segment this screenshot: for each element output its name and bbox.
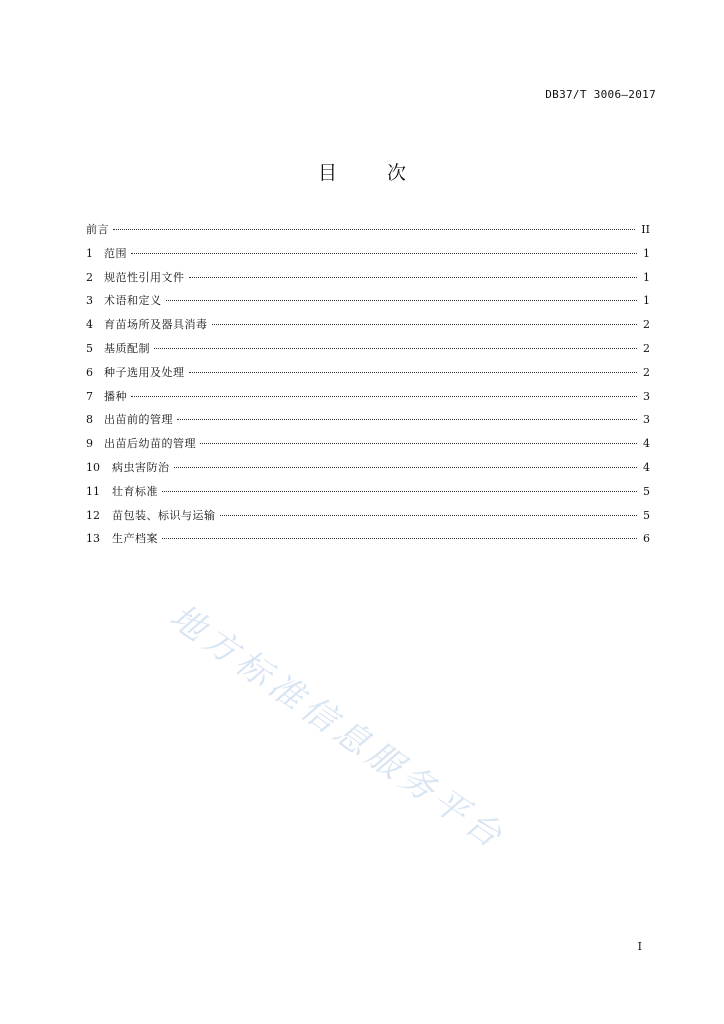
toc-entry[interactable] <box>86 456 650 480</box>
toc-dot-leader <box>113 229 635 230</box>
toc-entry-page: 2 <box>643 365 650 379</box>
toc-entry-number: 12 <box>86 508 100 522</box>
toc-entry-page: 2 <box>643 318 650 332</box>
toc-dot-leader <box>189 277 638 278</box>
toc-entry[interactable] <box>86 432 650 456</box>
toc-dot-leader <box>162 538 637 539</box>
toc-dot-leader <box>212 324 638 325</box>
toc-dot-leader <box>154 348 637 349</box>
toc-entry-page: 5 <box>643 484 650 498</box>
toc-entry[interactable] <box>86 408 650 432</box>
toc-entry-label: 前言 <box>86 223 109 236</box>
toc-dot-leader <box>200 443 637 444</box>
toc-entry-label: 术语和定义 <box>104 294 162 308</box>
toc-dot-leader <box>177 419 637 420</box>
toc-entry[interactable] <box>86 480 650 504</box>
toc-entry-label: 基质配制 <box>104 341 150 355</box>
toc-entry[interactable] <box>86 527 650 551</box>
toc-entry-number: 1 <box>86 246 93 260</box>
standard-code: DB37/T 3006—2017 <box>545 88 656 101</box>
toc-dot-leader <box>162 491 637 492</box>
toc-entry-label: 范围 <box>104 246 127 260</box>
toc-entry-page: II <box>641 223 650 236</box>
toc-entry-label: 播种 <box>104 389 127 403</box>
toc-entry-page: 2 <box>643 341 650 355</box>
toc-dot-leader <box>220 515 638 516</box>
toc-entry-page: 1 <box>643 294 650 308</box>
toc-entry-number: 3 <box>86 294 93 308</box>
toc-entry[interactable] <box>86 385 650 409</box>
toc-entry[interactable] <box>86 313 650 337</box>
page-title: 目 次 <box>317 162 429 184</box>
toc-entry-number: 8 <box>86 413 93 427</box>
toc-entry-number: 4 <box>86 318 93 332</box>
toc-entry[interactable] <box>86 242 650 266</box>
toc-entry-label: 壮育标准 <box>112 484 158 498</box>
toc-entry[interactable] <box>86 266 650 290</box>
toc-entry-number: 11 <box>86 484 100 498</box>
toc-entry-page: 3 <box>643 413 650 427</box>
toc-entry-label: 育苗场所及器具消毒 <box>104 318 208 332</box>
toc-entry[interactable] <box>86 504 650 528</box>
toc-entry-page: 6 <box>643 532 650 546</box>
toc-entry-number: 2 <box>86 270 93 284</box>
toc-entry-page: 3 <box>643 389 650 403</box>
table-of-contents <box>86 218 650 551</box>
toc-entry-page: 4 <box>643 460 650 474</box>
toc-entry-number: 13 <box>86 532 100 546</box>
watermark: 地方标准信息服务平台 <box>162 596 514 859</box>
footer-page-number: I <box>637 940 642 953</box>
toc-entry-label: 种子选用及处理 <box>104 365 185 379</box>
toc-entry-number: 10 <box>86 460 100 474</box>
toc-dot-leader <box>189 372 638 373</box>
toc-entry-page: 5 <box>643 508 650 522</box>
toc-entry-page: 4 <box>643 437 650 451</box>
toc-entry-label: 出苗后幼苗的管理 <box>104 437 196 451</box>
toc-entry-page: 1 <box>643 246 650 260</box>
toc-entry-number: 6 <box>86 365 93 379</box>
toc-entry-page: 1 <box>643 270 650 284</box>
toc-entry[interactable] <box>86 289 650 313</box>
toc-dot-leader <box>174 467 638 468</box>
toc-entry-label: 出苗前的管理 <box>104 413 173 427</box>
toc-entry[interactable] <box>86 361 650 385</box>
toc-entry-label: 苗包装、标识与运输 <box>112 508 216 522</box>
toc-entry-number: 7 <box>86 389 93 403</box>
toc-entry-label: 生产档案 <box>112 532 158 546</box>
toc-dot-leader <box>131 396 637 397</box>
toc-entry-number: 9 <box>86 437 93 451</box>
toc-entry[interactable] <box>86 337 650 361</box>
toc-entry-label: 规范性引用文件 <box>104 270 185 284</box>
toc-entry[interactable] <box>86 218 650 242</box>
toc-entry-label: 病虫害防治 <box>112 460 170 474</box>
toc-entry-number: 5 <box>86 341 93 355</box>
toc-dot-leader <box>166 300 638 301</box>
toc-dot-leader <box>131 253 637 254</box>
